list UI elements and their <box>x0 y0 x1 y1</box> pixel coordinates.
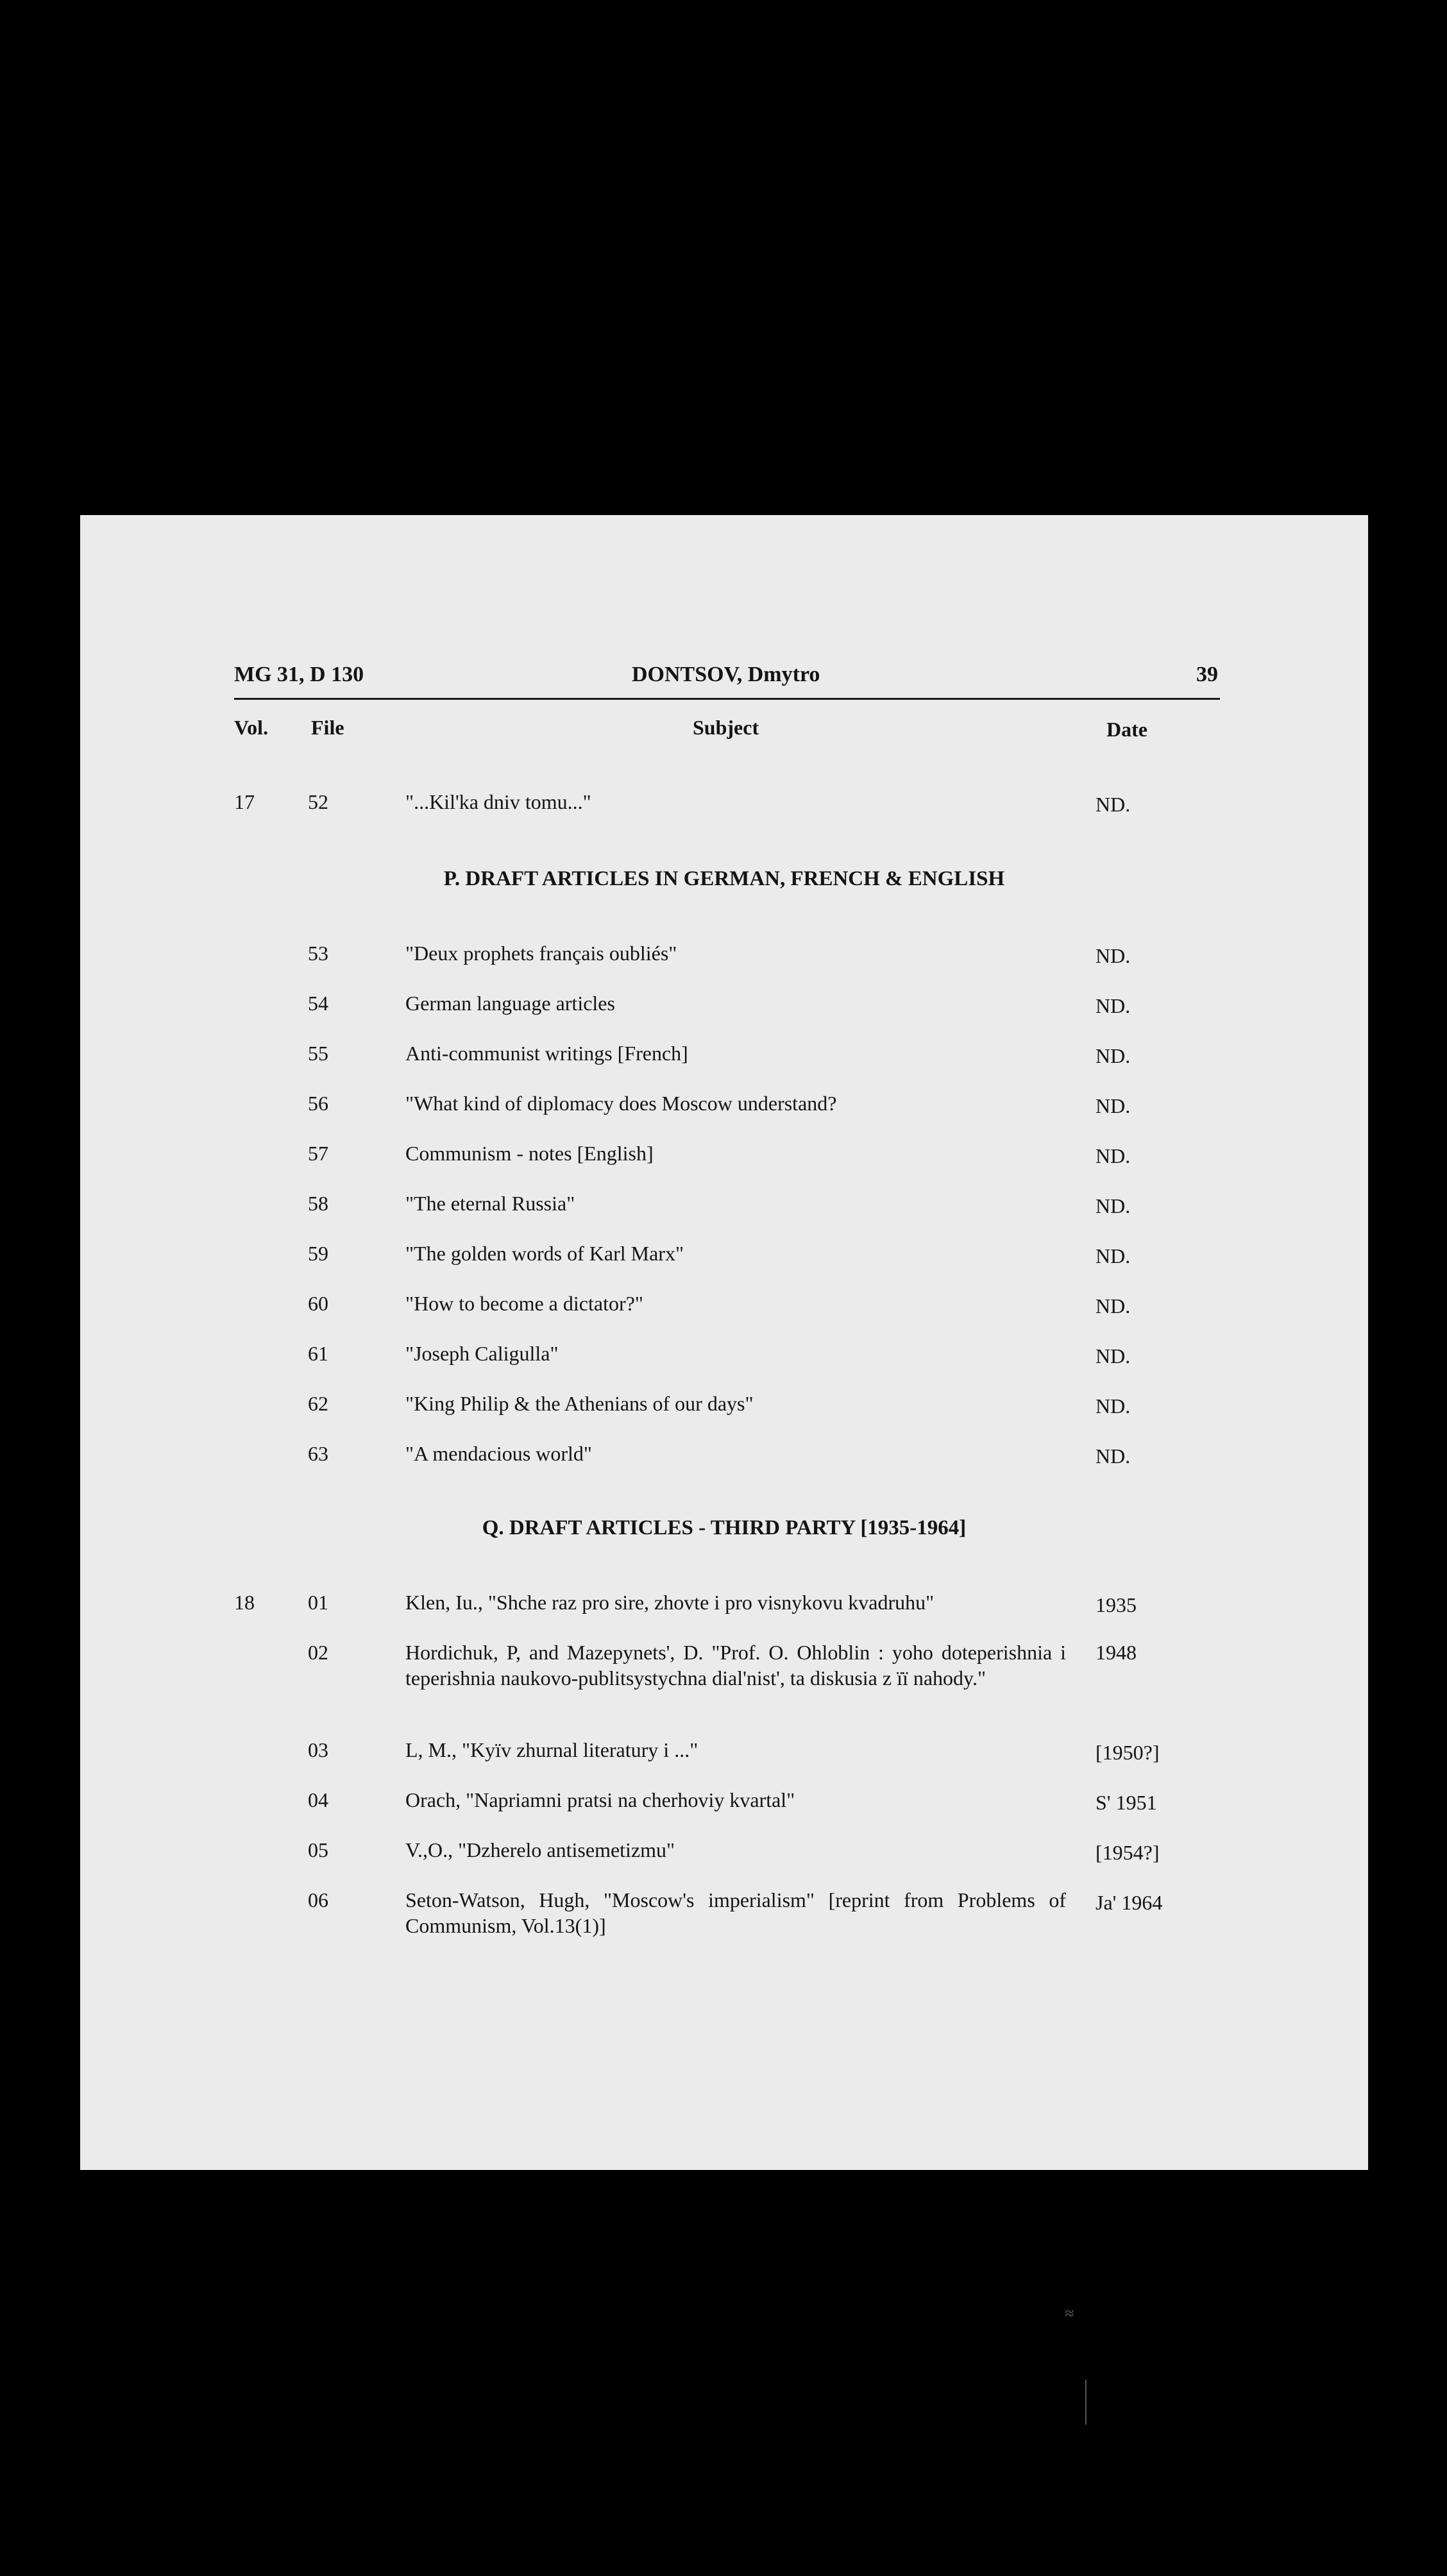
row-file: 03 <box>308 1738 328 1761</box>
row-subject: German language articles <box>405 992 615 1015</box>
scan-artifact: ≈ <box>1065 2304 1074 2323</box>
row-date: ND. <box>1096 1344 1131 1368</box>
column-header-file: File <box>311 716 344 739</box>
row-file: 01 <box>308 1591 328 1614</box>
row-file: 05 <box>308 1838 328 1861</box>
row-subject: "Deux prophets français oubliés" <box>405 942 677 965</box>
row-date: ND. <box>1096 1144 1131 1167</box>
row-vol: 17 <box>234 790 255 813</box>
row-date: S' 1951 <box>1096 1791 1157 1814</box>
row-date: ND. <box>1096 994 1131 1017</box>
row-file: 63 <box>308 1442 328 1465</box>
row-vol: 18 <box>234 1591 255 1614</box>
row-subject: "What kind of diplomacy does Moscow understand? <box>405 1092 837 1115</box>
row-file: 59 <box>308 1242 328 1265</box>
section-heading-p: P. DRAFT ARTICLES IN GERMAN, FRENCH & ENGLISH <box>443 867 1005 890</box>
row-subject: "The eternal Russia" <box>405 1192 575 1215</box>
row-subject: Hordichuk, P, and Mazepynets', D. "Prof. O. Ohloblin : yoho doteperishnia i teperishnia naukovo-publitsystychna dial'nist', ta diskusia z ïï nahody." <box>405 1641 1066 1690</box>
row-file: 56 <box>308 1092 328 1115</box>
collection-title: DONTSOV, Dmytro <box>632 663 820 686</box>
row-file: 57 <box>308 1142 328 1165</box>
row-date: 1948 <box>1096 1641 1137 1664</box>
row-subject: Seton-Watson, Hugh, "Moscow's imperialism" [reprint from Problems of Communism, Vol.13(1)] <box>405 1888 1066 1937</box>
row-file: 55 <box>308 1042 328 1065</box>
column-header-vol: Vol. <box>234 716 269 739</box>
row-date: ND. <box>1096 1394 1131 1418</box>
row-file: 61 <box>308 1342 328 1365</box>
scan-artifact <box>1085 2380 1087 2425</box>
row-date: 1935 <box>1096 1593 1137 1616</box>
header-rule <box>234 698 1220 700</box>
row-date: ND. <box>1096 944 1131 967</box>
row-subject: V.,O., "Dzherelo antisemetizmu" <box>405 1838 675 1861</box>
row-subject: "Joseph Caligulla" <box>405 1342 559 1365</box>
row-date: ND. <box>1096 1044 1131 1067</box>
row-date: ND. <box>1096 1294 1131 1318</box>
row-subject: Klen, Iu., "Shche raz pro sire, zhovte i pro visnykovu kvadruhu" <box>405 1591 935 1614</box>
row-date: ND. <box>1096 1244 1131 1267</box>
row-date: ND. <box>1096 1445 1131 1468</box>
row-file: 52 <box>308 790 328 813</box>
row-subject: "King Philip & the Athenians of our days" <box>405 1392 754 1415</box>
finding-aid-reference: MG 31, D 130 <box>234 663 364 686</box>
row-subject: Orach, "Napriamni pratsi na cherhoviy kvartal" <box>405 1788 795 1811</box>
row-date: Ja' 1964 <box>1096 1891 1163 1914</box>
row-file: 58 <box>308 1192 328 1215</box>
row-file: 06 <box>308 1888 328 1911</box>
row-subject: L, M., "Kyïv zhurnal literatury i ..." <box>405 1738 698 1761</box>
row-file: 54 <box>308 992 328 1015</box>
row-file: 53 <box>308 942 328 965</box>
document-page <box>80 515 1368 2170</box>
column-header-subject: Subject <box>693 716 759 739</box>
row-subject: "...Kil'ka dniv tomu..." <box>405 790 591 813</box>
column-header-date: Date <box>1106 718 1147 741</box>
row-subject: "How to become a dictator?" <box>405 1292 643 1315</box>
row-file: 04 <box>308 1788 328 1811</box>
row-subject: "A mendacious world" <box>405 1442 592 1465</box>
row-file: 02 <box>308 1641 328 1664</box>
row-date: [1950?] <box>1096 1741 1160 1764</box>
row-subject: Anti-communist writings [French] <box>405 1042 688 1065</box>
row-subject: "The golden words of Karl Marx" <box>405 1242 684 1265</box>
section-heading-q: Q. DRAFT ARTICLES - THIRD PARTY [1935-1964] <box>482 1516 967 1539</box>
row-date: ND. <box>1096 1094 1131 1117</box>
page-number: 39 <box>1196 663 1218 686</box>
row-subject: Communism - notes [English] <box>405 1142 654 1165</box>
row-file: 62 <box>308 1392 328 1415</box>
row-date: [1954?] <box>1096 1841 1160 1864</box>
row-date: ND. <box>1096 1194 1131 1217</box>
row-file: 60 <box>308 1292 328 1315</box>
row-date: ND. <box>1096 793 1131 816</box>
